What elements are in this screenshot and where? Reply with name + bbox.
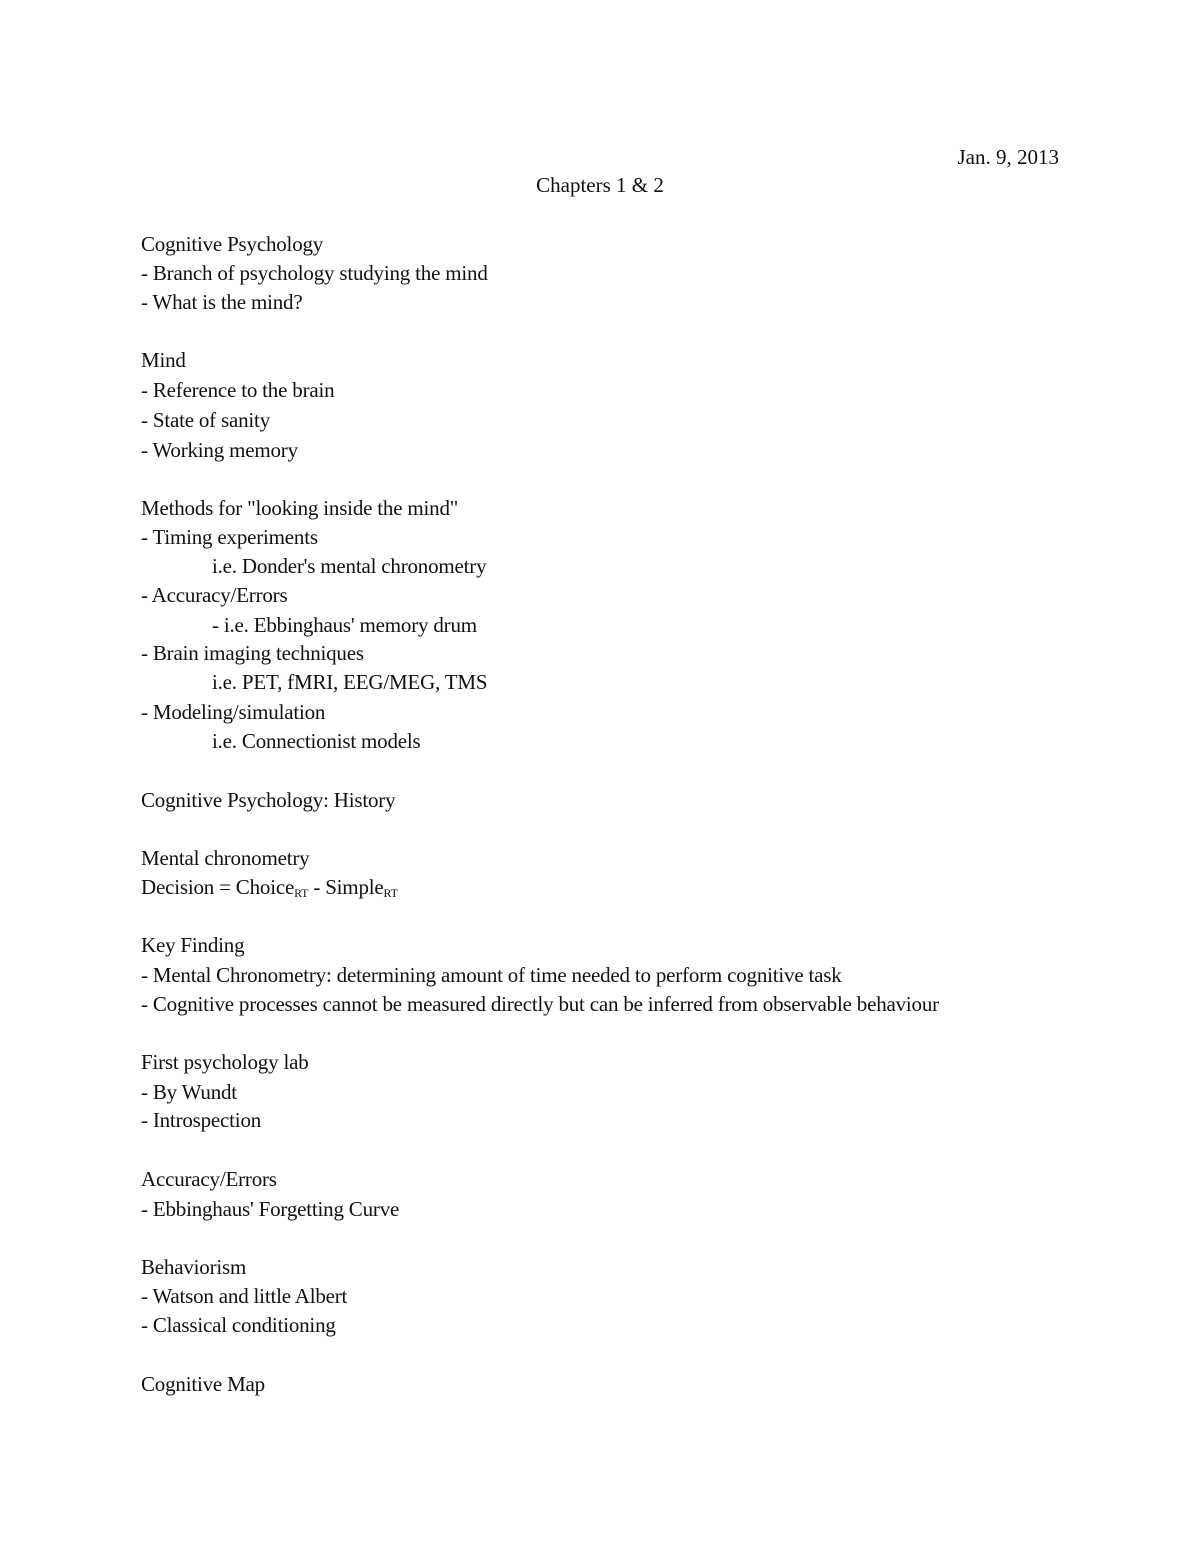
list-item: - Reference to the brain xyxy=(141,378,335,402)
section-heading: Cognitive Psychology xyxy=(141,232,324,256)
section-heading: Cognitive Psychology: History xyxy=(141,788,396,812)
list-item: - State of sanity xyxy=(141,408,270,432)
list-item: - Watson and little Albert xyxy=(141,1284,348,1308)
formula-subscript: RT xyxy=(294,886,309,900)
formula-left: Decision = Choice xyxy=(141,875,295,899)
section-heading: First psychology lab xyxy=(141,1050,309,1074)
section-heading: Mind xyxy=(141,348,186,372)
list-item: - Ebbinghaus' Forgetting Curve xyxy=(141,1197,400,1221)
list-item: - Working memory xyxy=(141,438,298,462)
list-item: - Modeling/simulation xyxy=(141,700,326,724)
date-line: Jan. 9, 2013 xyxy=(957,145,1059,169)
section-heading: Cognitive Map xyxy=(141,1372,265,1396)
list-item: - What is the mind? xyxy=(141,290,303,314)
formula-subscript: RT xyxy=(383,886,398,900)
section-heading: Mental chronometry xyxy=(141,846,310,870)
page-title: Chapters 1 & 2 xyxy=(536,173,664,197)
list-item: - Accuracy/Errors xyxy=(141,583,288,607)
section-heading: Accuracy/Errors xyxy=(141,1167,277,1191)
formula-line xyxy=(141,875,398,899)
list-item: - By Wundt xyxy=(141,1080,237,1104)
formula-mid: - Simple xyxy=(308,875,384,899)
list-item: - Brain imaging techniques xyxy=(141,641,364,665)
section-heading: Key Finding xyxy=(141,933,245,957)
list-subitem: i.e. PET, fMRI, EEG/MEG, TMS xyxy=(212,670,488,694)
list-subitem: i.e. Connectionist models xyxy=(212,729,421,753)
list-item: - Branch of psychology studying the mind xyxy=(141,261,488,285)
list-item: - Cognitive processes cannot be measured directly but can be inferred from observable behaviour xyxy=(141,992,939,1016)
section-heading: Methods for "looking inside the mind" xyxy=(141,496,459,520)
list-item: - Classical conditioning xyxy=(141,1313,336,1337)
list-item: - Mental Chronometry: determining amount of time needed to perform cognitive task xyxy=(141,963,842,987)
list-subitem: - i.e. Ebbinghaus' memory drum xyxy=(212,613,477,637)
section-heading: Behaviorism xyxy=(141,1255,247,1279)
list-subitem: i.e. Donder's mental chronometry xyxy=(212,554,487,578)
list-item: - Timing experiments xyxy=(141,525,318,549)
list-item: - Introspection xyxy=(141,1108,262,1132)
